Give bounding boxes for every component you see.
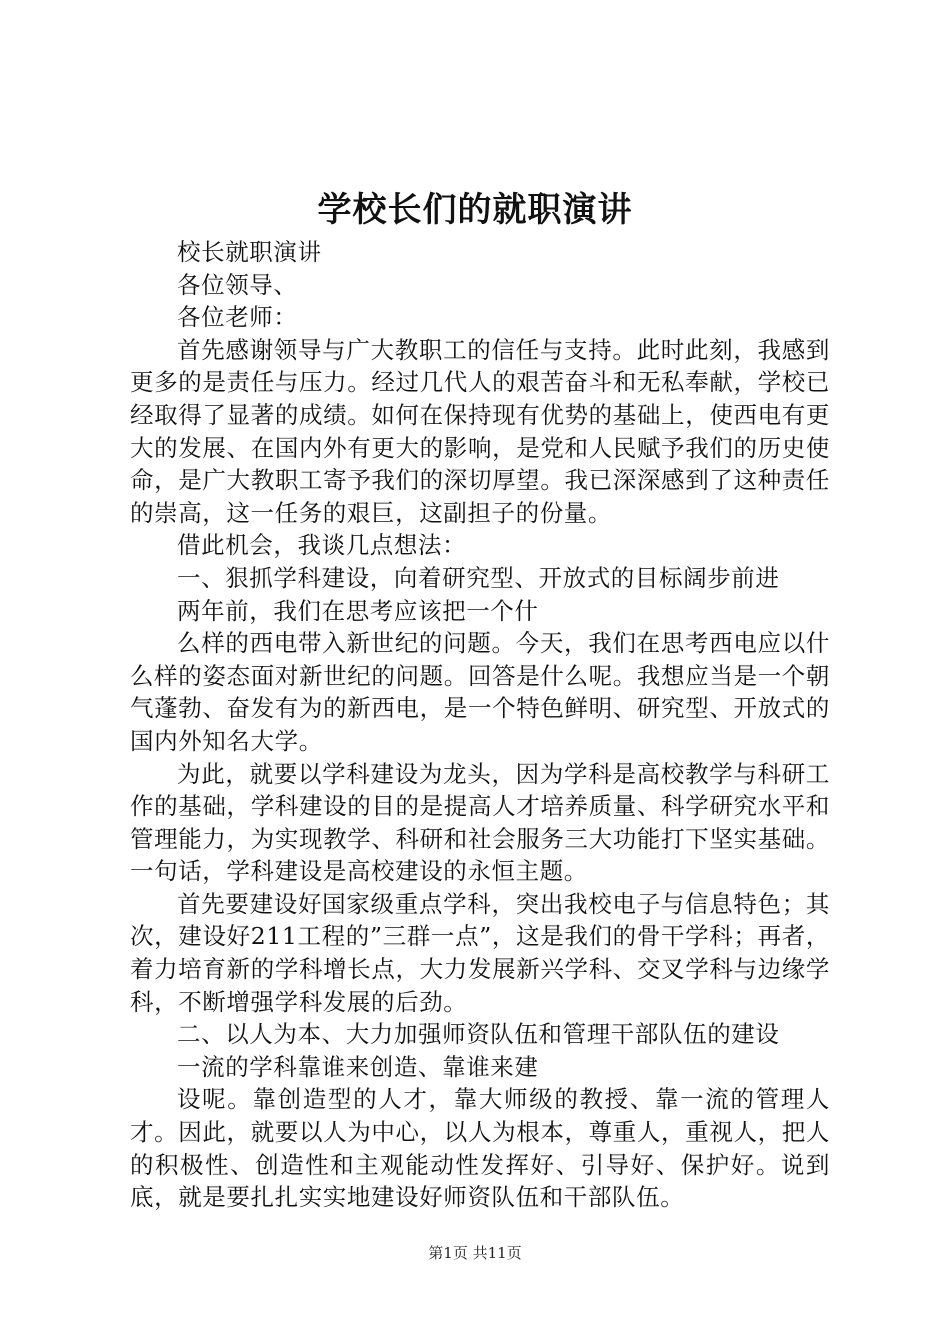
paragraph: 首先感谢领导与广大教职工的信任与支持。此时此刻，我感到更多的是责任与压力。经过几代人的艰苦奋斗和无私奉献，学校已经取得了显著的成绩。如何在保持现有优势的基础上，使西电有更大的发展、在国内外有更大的影响，是党和人民赋予我们的历史使命，是广大教职工寄予我们的深切厚望。我已深深感到了这种责任的崇高，这一任务的艰巨，这副担子的份量。 [130, 335, 830, 527]
paragraph: 设呢。靠创造型的人才，靠大师级的教授、靠一流的管理人才。因此，就要以人为中心，以人为根本，尊重人，重视人，把人的积极性、创造性和主观能动性发挥好、引导好、保护好。说到底，就是要扎扎实实地建设好师资队伍和干部队伍。 [130, 1085, 830, 1212]
document-body [130, 236, 830, 1214]
paragraph: 校长就职演讲 [177, 238, 322, 266]
paragraph: 各位老师： [177, 303, 298, 332]
paragraph: 借此机会，我谈几点想法： [177, 531, 467, 560]
paragraph: 为此，就要以学科建设为龙头，因为学科是高校教学与科研工作的基础，学科建设的目的是提高人才培养质量、科学研究水平和管理能力，为实现教学、科研和社会服务三大功能打下坚实基础。一句话，学科建设是高校建设的永恒主题。 [130, 759, 830, 886]
page-number-footer: 第1页 共11页 [428, 1244, 522, 1262]
document-title: 学校长们的就职演讲 [317, 190, 633, 230]
paragraph: 首先要建设好国家级重点学科，突出我校电子与信息特色；其次，建设好211工程的”三群一点”，这是我们的骨干学科；再者，着力培育新的学科增长点，大力发展新兴学科、交叉学科与边缘学科，不断增强学科发展的后劲。 [130, 889, 830, 1016]
section-heading: 一、狠抓学科建设，向着研究型、开放式的目标阔步前进 [177, 563, 780, 592]
paragraph: 各位领导、 [177, 270, 298, 299]
section-heading: 二、以人为本、大力加强师资队伍和管理干部队伍的建设 [177, 1020, 780, 1049]
paragraph: 一流的学科靠谁来创造、靠谁来建 [177, 1052, 539, 1081]
paragraph: 么样的西电带入新世纪的问题。今天，我们在思考西电应以什么样的姿态面对新世纪的问题。回答是什么呢。我想应当是一个朝气蓬勃、奋发有为的新西电，是一个特色鲜明、研究型、开放式的国内外知名大学。 [130, 629, 830, 755]
paragraph: 两年前，我们在思考应该把一个什 [177, 596, 539, 625]
